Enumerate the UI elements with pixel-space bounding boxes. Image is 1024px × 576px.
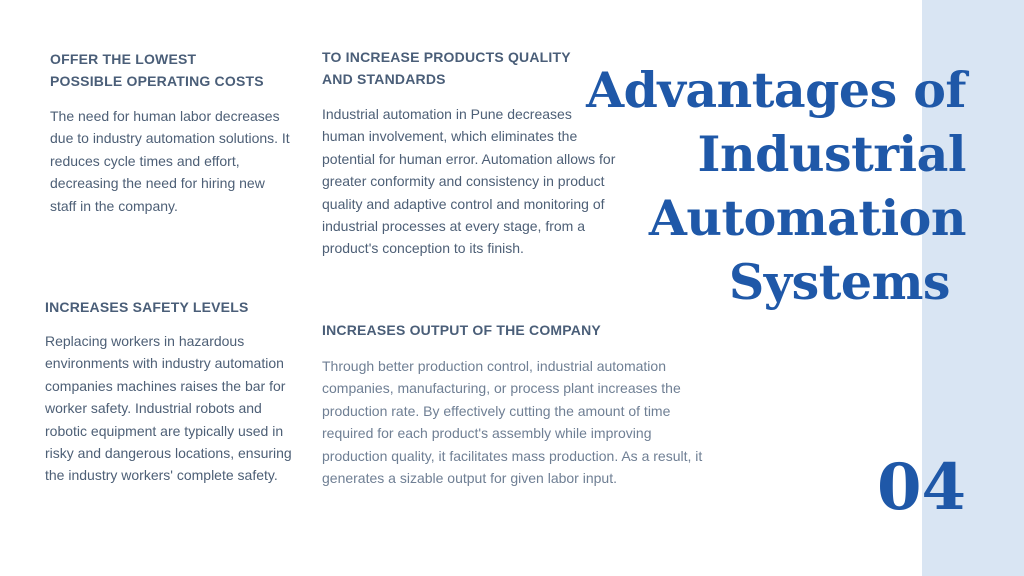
section-heading: INCREASES SAFETY LEVELS — [45, 299, 249, 315]
page-title — [546, 58, 966, 314]
section-company-output — [322, 319, 714, 489]
title-line: Industrial — [697, 125, 966, 183]
section-heading: INCREASES OUTPUT OF THE COMPANY — [322, 322, 601, 338]
section-heading — [50, 48, 290, 92]
section-body: Industrial automation in Pune decreases human involvement, which eliminates the potential for human error. Automation allows for greater conformity and consistency in product quality and adaptive control and monitoring of industrial processes at every stage, from a product's conception to its finish. — [322, 106, 616, 257]
section-body: Through better production control, industrial automation companies, manufacturing, or process plant increases the production rate. By effectively cutting the amount of time required for each product's assembly while improving production quality, it facilitates mass production. As a result, it generates a sizable output for given labor input. — [322, 358, 703, 487]
heading-line: AND STANDARDS — [322, 71, 446, 87]
page-number: 04 — [876, 450, 966, 525]
section-safety-levels — [45, 296, 307, 487]
heading-line: TO INCREASE PRODUCTS QUALITY — [322, 49, 571, 65]
title-line: Advantages of — [586, 61, 966, 119]
section-operating-costs — [50, 48, 290, 217]
title-line: Automation — [648, 189, 966, 247]
heading-line: OFFER THE LOWEST — [50, 51, 197, 67]
section-body: The need for human labor decreases due to industry automation solutions. It reduces cycle times and effort, decreasing the need for hiring new staff in the company. — [50, 108, 290, 214]
section-body: Replacing workers in hazardous environments with industry automation companies machines raises the bar for worker safety. Industrial robots and robotic equipment are typically used in risky and dangerous locations, ensuring the industry workers' complete safety. — [45, 333, 292, 484]
title-line: Systems — [728, 253, 950, 311]
heading-line: POSSIBLE OPERATING COSTS — [50, 73, 264, 89]
